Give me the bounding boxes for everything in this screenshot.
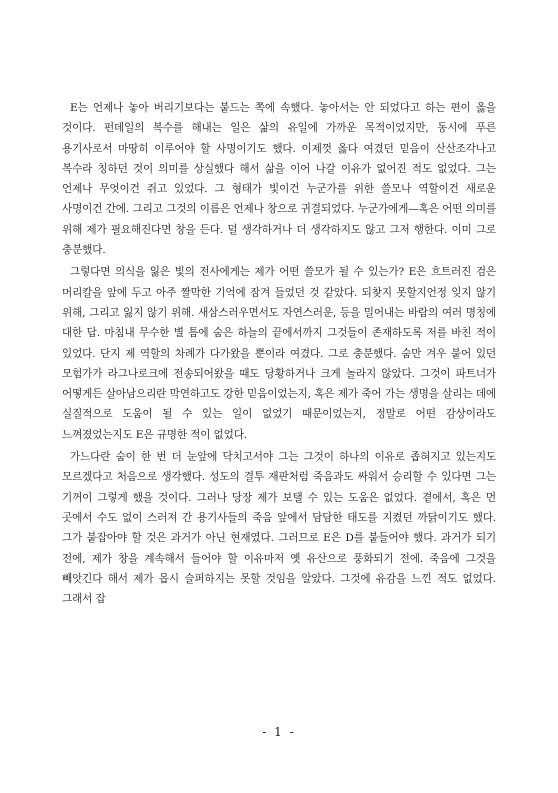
page-number: - 1 - — [262, 725, 296, 739]
body-text — [62, 98, 496, 611]
paragraph-2: 그렇다면 의식을 잃은 빛의 전사에게는 제가 어떤 쓸모가 될 수 있는가? E은 흐트러진 검은 머리칼을 앞에 두고 아주 짤막한 기억에 잠겨 들었던 것 같았다. 되찾지 못할지언정 잊지 않기 위해, 그리고 잃지 않기 위해. 새삼스러우면서도 자연스러운, 등을 밀어내는 바람의 여러 명칭에 대한 답. 마침내 무수한 별 틈에 숨은 하늘의 끝에서까지 그것들이 존재하도록 저를 바친 적이 있었다. 단지 제 역할의 차례가 다가왔을 뿐이라 여겼다. 그로 충분했다. 숨만 겨우 붙어 있던 모험가가 라그나로크에 전송되어왔을 때도 당황하거나 크게 놀라지 않았다. 그것이 파트너가 어떻게든 살아남으리란 막연하고도 강한 믿음이었는지, 혹은 제가 죽어 가는 생명을 살리는 데에 실질적으로 도움이 될 수 있는 일이 없었기 때문이었는지, 정말로 어떤 감상이라도 느껴졌었는지도 E은 규명한 적이 없었다. — [62, 266, 496, 441]
paragraph-1: E는 언제나 놓아 버리기보다는 붙드는 쪽에 속했다. 놓아서는 안 되었다고 하는 편이 옳을 것이다. 펀데일의 복수를 해내는 일은 삶의 유일에 가까운 목적이었지만, 동시에 푸른 용기사로서 마땅히 이루어야 할 사명이기도 했다. 이제껏 옳다 여겼던 믿음이 산산조각나고 복수라 칭하던 것이 의미를 상실했다 해서 삶을 이어 나갈 이유가 없어진 적도 없었다. 그는 언제나 무엇이건 쥐고 있었다. 그 형태가 빛이건 누군가를 위한 쓸모나 역할이건 새로운 사명이건 간에. 그리고 그것의 이름은 언제나 창으로 귀결되었다. 누군가에게—혹은 어떤 의미를 위해 제가 필요해진다면 창을 든다. 덜 생각하거나 더 생각하지도 않고 그저 행한다. 이미 그로 충분했다. — [62, 102, 496, 257]
paragraph-3: 가느다란 숨이 한 번 더 눈앞에 닥치고서야 그는 그것이 하나의 이유로 좁혀지고 있는지도 모르겠다고 처음으로 생각했다. 성도의 결투 재판처럼 죽음과도 싸워서 승리할 수 있다면 그는 기꺼이 그렇게 했을 것이다. 그러나 당장 제가 보탤 수 있는 도움은 없었다. 곁에서, 혹은 먼 곳에서 수도 없이 스러져 간 용기사들의 죽음 앞에서 담담한 태도를 지켰던 까닭이기도 했다. 그가 붙잡아야 할 것은 과거가 아닌 현재였다. 그러므로 E은 D를 붙들어야 했다. 과거가 되기 전에, 제가 창을 계속해서 들어야 할 이유마저 옛 유산으로 풍화되기 전에. 죽음에 그것을 빼앗긴다 해서 제가 몹시 슬퍼하지는 못할 것임을 알았다. 그것에 유감을 느낀 적도 없었다. 그래서 잡 — [62, 451, 496, 606]
